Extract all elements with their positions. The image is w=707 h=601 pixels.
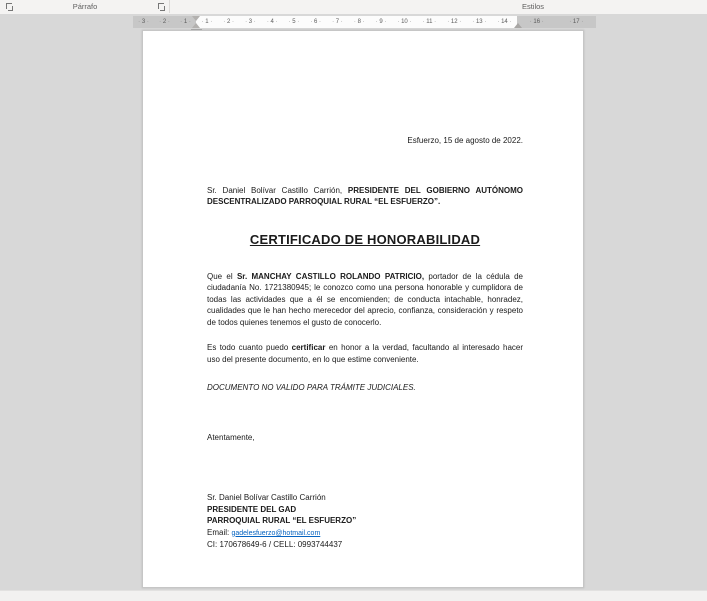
ribbon-group-paragraph-label: Párrafo [72,2,98,11]
ruler-number: · 10 · [397,16,411,28]
document-workspace [0,14,707,590]
body-paragraph-2 [207,342,523,365]
email-line [207,527,523,540]
ruler-number: · 2 · [159,16,170,28]
ruler-number: · 14 · [497,16,511,28]
first-line-indent-marker[interactable] [192,16,200,21]
ruler-number: · 8 · [354,16,365,28]
signer-title-line2: PARROQUIAL RURAL “EL ESFUERZO” [207,516,357,525]
ruler-number: · 3 · [245,16,256,28]
ribbon-strip [0,0,707,15]
ribbon-group-separator [169,0,170,13]
ruler-number: · 4 · [267,16,278,28]
ruler-text-area-segment [196,16,517,28]
ruler-number: · 1 · [180,16,191,28]
legal-notice: DOCUMENTO NO VALIDO PARA TRÁMITE JUDICIALES. [207,383,416,392]
ruler-right-margin-segment [517,16,596,28]
page-content [143,31,583,551]
ruler-number: · 13 · [472,16,486,28]
addressee-name: Sr. Daniel Bolívar Castillo Carrión, [207,185,348,195]
font-dialog-launcher-icon[interactable] [6,3,14,11]
date-line: Esfuerzo, 15 de agosto de 2022. [407,136,523,145]
signer-title-line1: PRESIDENTE DEL GAD [207,504,297,514]
ruler-number: · 1 · [202,16,213,28]
horizontal-ruler [133,16,596,28]
ruler-number: · 3 · [138,16,149,28]
body1-subject-name: Sr. MANCHAY CASTILLO ROLANDO PATRICIO, [236,271,425,281]
email-label: Email: [207,527,232,537]
ruler-number: · 9 · [376,16,387,28]
ruler-number: · 2 · [223,16,234,28]
document-title: CERTIFICADO DE HONORABILIDAD [249,231,481,247]
contact-line: CI: 170678649-6 / CELL: 0993744437 [207,540,343,549]
ruler-left-margin-segment [133,16,196,28]
ruler-number: · 7 · [332,16,343,28]
body2-certify-word: certificar [291,343,326,352]
body2-pre: Es todo cuanto puedo [207,343,292,352]
addressee-title: PRESIDENTE DEL GOBIERNO AUTÓNOMO DESCENTRALIZADO PARROQUIAL RURAL “EL ESFUERZO”. [207,185,523,206]
ribbon-group-styles-label: Estilos [521,2,545,11]
body1-post: portador de la cédula de ciudadanía No. 1721380945; le conozco como una persona honorable y cumplidora de todas las actividades que a él se encomienden; de conducta intachable, honradez, cualidades que le han hecho merecedor del aprecio, confianza, consideración y respeto de todos quienes tenemos el gusto de conocerlo. [207,271,523,327]
addressee-paragraph [207,185,523,208]
ruler-number: · 11 · [423,16,437,28]
signature-block [207,492,523,551]
paragraph-dialog-launcher-icon[interactable] [158,3,166,11]
ruler-number: · 16 · [530,16,544,28]
ruler-number: · 12 · [447,16,461,28]
status-bar [0,590,707,601]
body-paragraph-1 [207,271,523,329]
document-page[interactable] [142,30,584,588]
email-link[interactable]: gadelesfuerzo@hotmail.com [231,529,321,537]
body1-pre: Que el [207,271,237,281]
ruler-number: · 5 · [289,16,300,28]
right-indent-marker[interactable] [514,23,522,28]
signer-name: Sr. Daniel Bolívar Castillo Carrión [207,493,326,502]
hanging-indent-marker[interactable] [192,23,200,28]
body2-post: en honor a la verdad, facultando al interesado hacer uso del presente documento, en lo que estime conveniente. [207,343,524,364]
closing-line: Atentamente, [207,432,255,442]
ruler-number: · 17 · [569,16,583,28]
ruler-number: · 6 · [310,16,321,28]
